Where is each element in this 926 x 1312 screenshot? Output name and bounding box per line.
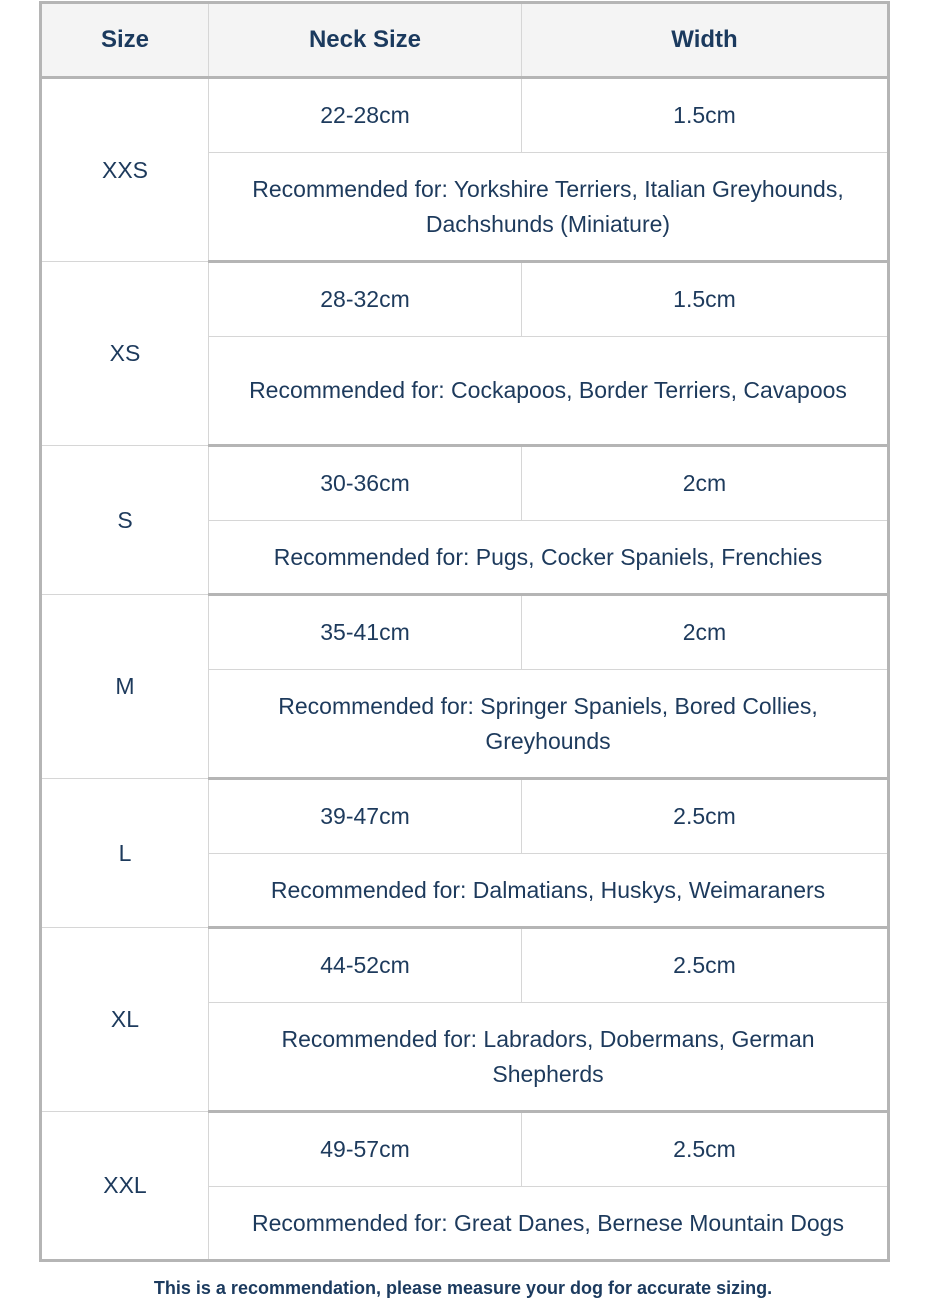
- width-value: 2.5cm: [522, 779, 889, 854]
- size-label: M: [41, 595, 209, 779]
- recommended-breeds: Recommended for: Cockapoos, Border Terriers, Cavapoos: [209, 337, 889, 446]
- footnote: This is a recommendation, please measure your dog for accurate sizing.: [153, 1278, 773, 1298]
- neck-size-value: 28-32cm: [209, 262, 522, 337]
- neck-size-value: 30-36cm: [209, 446, 522, 521]
- recommended-breeds: Recommended for: Dalmatians, Huskys, Weimaraners: [209, 854, 889, 928]
- neck-size-value: 49-57cm: [209, 1112, 522, 1187]
- neck-size-value: 22-28cm: [209, 78, 522, 153]
- size-label: XXS: [41, 78, 209, 262]
- table-row: [41, 1112, 889, 1187]
- neck-size-value: 44-52cm: [209, 928, 522, 1003]
- table-row: [41, 595, 889, 670]
- neck-size-value: 35-41cm: [209, 595, 522, 670]
- table-row: [41, 262, 889, 337]
- recommended-breeds: Recommended for: Pugs, Cocker Spaniels, Frenchies: [209, 521, 889, 595]
- recommended-breeds: Recommended for: Great Danes, Bernese Mountain Dogs: [209, 1187, 889, 1261]
- size-label: S: [41, 446, 209, 595]
- size-label: XS: [41, 262, 209, 446]
- table-row: [41, 928, 889, 1003]
- size-label: L: [41, 779, 209, 928]
- table-row: [41, 446, 889, 521]
- size-guide-table: [39, 1, 890, 1262]
- recommended-breeds: Recommended for: Springer Spaniels, Bored Collies, Greyhounds: [209, 670, 889, 779]
- recommended-breeds: Recommended for: Labradors, Dobermans, German Shepherds: [209, 1003, 889, 1112]
- size-label: XXL: [41, 1112, 209, 1261]
- width-value: 1.5cm: [522, 262, 889, 337]
- width-value: 2.5cm: [522, 928, 889, 1003]
- table-header-row: [41, 3, 889, 78]
- header-size: Size: [41, 3, 209, 78]
- size-label: XL: [41, 928, 209, 1112]
- neck-size-value: 39-47cm: [209, 779, 522, 854]
- width-value: 2cm: [522, 595, 889, 670]
- width-value: 1.5cm: [522, 78, 889, 153]
- header-neck-size: Neck Size: [209, 3, 522, 78]
- recommended-breeds: Recommended for: Yorkshire Terriers, Italian Greyhounds, Dachshunds (Miniature): [209, 153, 889, 262]
- table-row: [41, 779, 889, 854]
- header-width: Width: [522, 3, 889, 78]
- width-value: 2.5cm: [522, 1112, 889, 1187]
- table-row: [41, 78, 889, 153]
- width-value: 2cm: [522, 446, 889, 521]
